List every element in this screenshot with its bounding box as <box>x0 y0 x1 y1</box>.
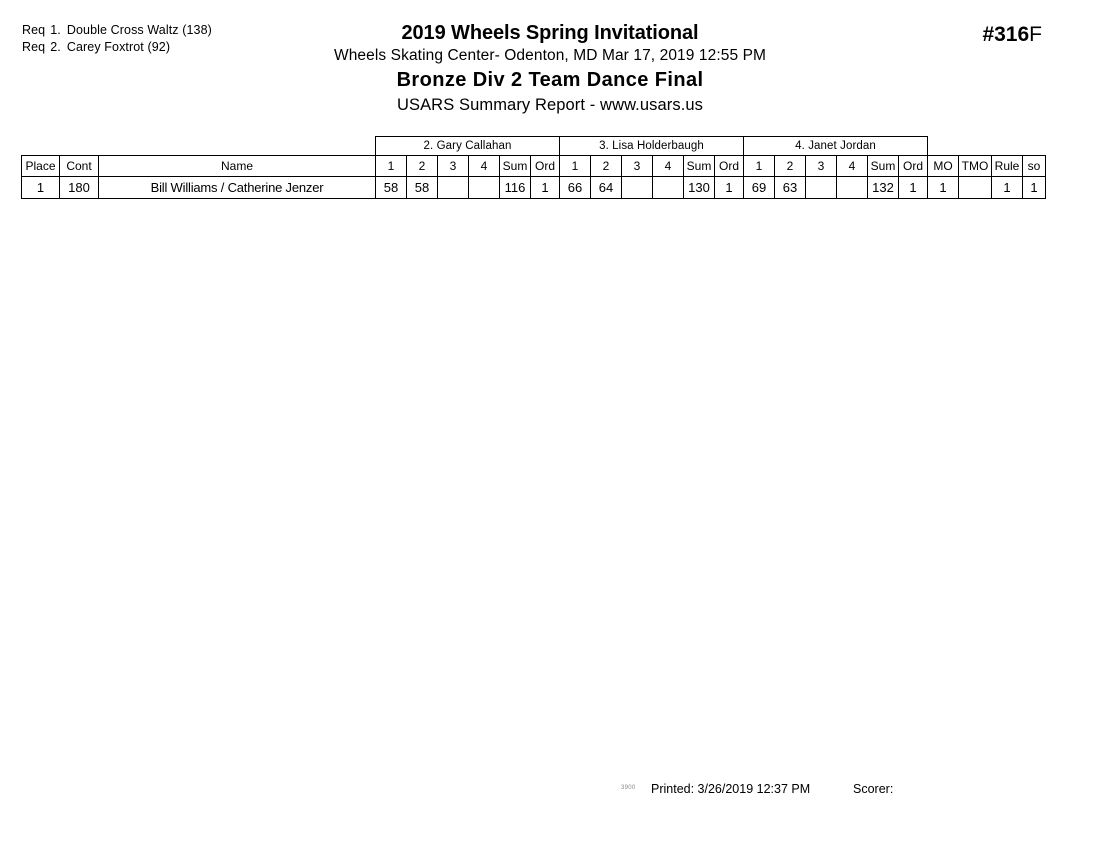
document-header <box>0 21 1100 117</box>
cell-judge1-s1: 58 <box>376 177 407 199</box>
column-header-judge1-s3: 3 <box>438 156 469 177</box>
footer-printed-timestamp: Printed: 3/26/2019 12:37 PM <box>651 782 811 796</box>
spacer-cont <box>60 137 99 156</box>
cell-judge3-s3 <box>806 177 837 199</box>
column-header-judge1-s1: 1 <box>376 156 407 177</box>
column-header-cont: Cont <box>60 156 99 177</box>
cell-cont: 180 <box>60 177 99 199</box>
requirement-tag: Req <box>22 40 46 54</box>
cell-judge2-s2: 64 <box>591 177 622 199</box>
cell-so: 1 <box>1023 177 1046 199</box>
venue-datetime-line: Wheels Skating Center- Odenton, MD Mar 17, 2019 12:55 PM <box>333 47 767 64</box>
column-header-judge3-ord: Ord <box>899 156 928 177</box>
requirement-tag: Req <box>22 23 46 37</box>
cell-judge2-sum: 130 <box>684 177 715 199</box>
division-title: Bronze Div 2 Team Dance Final <box>396 69 704 91</box>
column-header-judge3-s2: 2 <box>775 156 806 177</box>
column-header-judge2-s2: 2 <box>591 156 622 177</box>
spacer-rule <box>992 137 1023 156</box>
cell-judge2-s1: 66 <box>560 177 591 199</box>
cell-judge3-s1: 69 <box>744 177 775 199</box>
cell-judge3-sum: 132 <box>868 177 899 199</box>
column-header-rule: Rule <box>992 156 1023 177</box>
footer-scorer-label: Scorer: <box>853 782 894 796</box>
cell-judge2-ord: 1 <box>715 177 744 199</box>
requirement-text: Double Cross Waltz (138) <box>66 23 212 37</box>
judge-group-label: 3. Lisa Holderbaugh <box>560 137 744 156</box>
judge-group-header-row <box>22 137 1046 156</box>
judge-group-label: 4. Janet Jordan <box>744 137 928 156</box>
requirement-number: 2. <box>50 40 61 54</box>
event-number-suffix: F <box>1029 23 1042 46</box>
spacer-place <box>22 137 60 156</box>
event-title: 2019 Wheels Spring Invitational <box>401 22 699 44</box>
report-source-line: USARS Summary Report - www.usars.us <box>396 96 704 114</box>
table-row <box>22 177 1046 199</box>
column-header-judge2-s4: 4 <box>653 156 684 177</box>
column-header-judge1-ord: Ord <box>531 156 560 177</box>
column-header-so: so <box>1023 156 1046 177</box>
results-table <box>21 136 1046 199</box>
cell-judge2-s4 <box>653 177 684 199</box>
cell-judge1-s2: 58 <box>407 177 438 199</box>
event-number-value: #316 <box>982 23 1030 46</box>
cell-judge1-ord: 1 <box>531 177 560 199</box>
column-header-judge2-s3: 3 <box>622 156 653 177</box>
judge-group-label: 2. Gary Callahan <box>376 137 560 156</box>
column-header-tmo: TMO <box>959 156 992 177</box>
column-header-judge2-s1: 1 <box>560 156 591 177</box>
cell-mo: 1 <box>928 177 959 199</box>
spacer-so <box>1023 137 1046 156</box>
column-header-judge3-sum: Sum <box>868 156 899 177</box>
cell-judge3-s4 <box>837 177 868 199</box>
column-header-judge1-s2: 2 <box>407 156 438 177</box>
cell-judge2-s3 <box>622 177 653 199</box>
column-header-judge2-ord: Ord <box>715 156 744 177</box>
cell-judge1-sum: 116 <box>500 177 531 199</box>
requirement-number: 1. <box>50 23 61 37</box>
column-header-judge3-s4: 4 <box>837 156 868 177</box>
column-header-judge2-sum: Sum <box>684 156 715 177</box>
cell-tmo <box>959 177 992 199</box>
column-header-judge1-sum: Sum <box>500 156 531 177</box>
spacer-tmo <box>959 137 992 156</box>
column-header-judge3-s3: 3 <box>806 156 837 177</box>
cell-judge1-s4 <box>469 177 500 199</box>
cell-rule: 1 <box>992 177 1023 199</box>
spacer-mo <box>928 137 959 156</box>
cell-judge1-s3 <box>438 177 469 199</box>
column-header-judge1-s4: 4 <box>469 156 500 177</box>
cell-place: 1 <box>22 177 60 199</box>
column-header-place: Place <box>22 156 60 177</box>
column-header-judge3-s1: 1 <box>744 156 775 177</box>
column-header-mo: MO <box>928 156 959 177</box>
column-header-row <box>22 156 1046 177</box>
cell-judge3-s2: 63 <box>775 177 806 199</box>
spacer-name <box>99 137 376 156</box>
event-number <box>982 22 1042 47</box>
column-header-name: Name <box>99 156 376 177</box>
footer-code: 3900 <box>621 785 636 791</box>
requirement-text: Carey Foxtrot (92) <box>66 40 171 54</box>
cell-name: Bill Williams / Catherine Jenzer <box>99 177 376 199</box>
cell-judge3-ord: 1 <box>899 177 928 199</box>
